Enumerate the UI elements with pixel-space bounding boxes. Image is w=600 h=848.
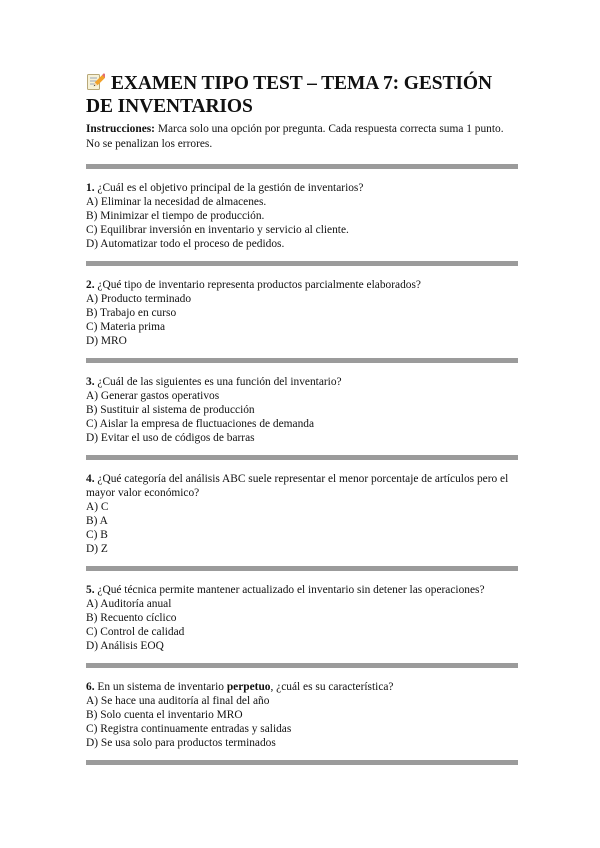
question-number: 6.	[86, 681, 95, 693]
option-b[interactable]: B) A	[86, 515, 108, 527]
option-c[interactable]: C) Registra continuamente entradas y salidas	[86, 723, 292, 735]
instructions-label: Instrucciones:	[86, 123, 155, 135]
question-number: 5.	[86, 584, 95, 596]
question-prompt: En un sistema de inventario	[97, 681, 224, 693]
question-emphasis: perpetuo	[226, 681, 271, 693]
option-c[interactable]: C) Equilibrar inversión en inventario y servicio al cliente.	[86, 224, 349, 236]
option-c[interactable]: C) Aislar la empresa de fluctuaciones de demanda	[86, 418, 315, 430]
question-number: 3.	[86, 376, 95, 388]
option-a[interactable]: A) C	[86, 501, 109, 513]
option-b[interactable]: B) Recuento cíclico	[86, 612, 177, 624]
question-number: 2.	[86, 279, 95, 291]
question-prompt: ¿Qué tipo de inventario representa productos parcialmente elaborados?	[97, 279, 421, 291]
question-prompt: ¿Qué técnica permite mantener actualizado el inventario sin detener las operaciones?	[97, 584, 485, 596]
exam-page	[86, 72, 518, 765]
option-b[interactable]: B) Minimizar el tiempo de producción.	[86, 210, 265, 222]
option-d[interactable]: D) Evitar el uso de códigos de barras	[86, 432, 255, 444]
option-d[interactable]: D) Automatizar todo el proceso de pedidos.	[86, 238, 285, 250]
question-3	[86, 363, 518, 455]
question-text	[86, 472, 518, 500]
option-a[interactable]: A) Producto terminado	[86, 293, 192, 305]
option-b[interactable]: B) Sustituir al sistema de producción	[86, 404, 255, 416]
question-prompt: ¿Qué categoría del análisis ABC suele representar el menor porcentaje de artículos pero el mayor valor económico?	[86, 473, 509, 499]
question-text	[86, 375, 518, 389]
instructions	[86, 122, 518, 152]
option-d[interactable]: D) Z	[86, 543, 108, 555]
question-prompt-end: , ¿cuál es su característica?	[270, 681, 394, 693]
option-d[interactable]: D) Análisis EOQ	[86, 640, 164, 652]
question-text	[86, 583, 518, 597]
question-text	[86, 680, 518, 694]
question-text	[86, 181, 518, 195]
question-text	[86, 278, 518, 292]
question-number: 4.	[86, 473, 95, 485]
question-prompt: ¿Cuál es el objetivo principal de la gestión de inventarios?	[97, 182, 364, 194]
question-prompt: ¿Cuál de las siguientes es una función del inventario?	[97, 376, 342, 388]
question-1	[86, 169, 518, 261]
option-b[interactable]: B) Trabajo en curso	[86, 307, 177, 319]
option-a[interactable]: A) Se hace una auditoría al final del año	[86, 695, 270, 707]
option-d[interactable]: D) MRO	[86, 335, 127, 347]
option-c[interactable]: C) B	[86, 529, 108, 541]
option-a[interactable]: A) Eliminar la necesidad de almacenes.	[86, 196, 267, 208]
memo-pencil-icon	[86, 72, 105, 91]
option-c[interactable]: C) Control de calidad	[86, 626, 185, 638]
option-d[interactable]: D) Se usa solo para productos terminados	[86, 737, 276, 749]
question-5	[86, 571, 518, 663]
option-b[interactable]: B) Solo cuenta el inventario MRO	[86, 709, 243, 721]
question-6	[86, 668, 518, 760]
page-title-text: EXAMEN TIPO TEST – TEMA 7: GESTIÓN DE INVENTARIOS	[86, 73, 492, 117]
question-number: 1.	[86, 182, 95, 194]
question-4	[86, 460, 518, 566]
option-a[interactable]: A) Generar gastos operativos	[86, 390, 220, 402]
instructions-text: Marca solo una opción por pregunta. Cada respuesta correcta suma 1 punto. No se penalizan los errores.	[86, 123, 504, 150]
divider	[86, 760, 518, 765]
option-c[interactable]: C) Materia prima	[86, 321, 166, 333]
page-title	[86, 72, 518, 118]
question-2	[86, 266, 518, 358]
option-a[interactable]: A) Auditoría anual	[86, 598, 172, 610]
